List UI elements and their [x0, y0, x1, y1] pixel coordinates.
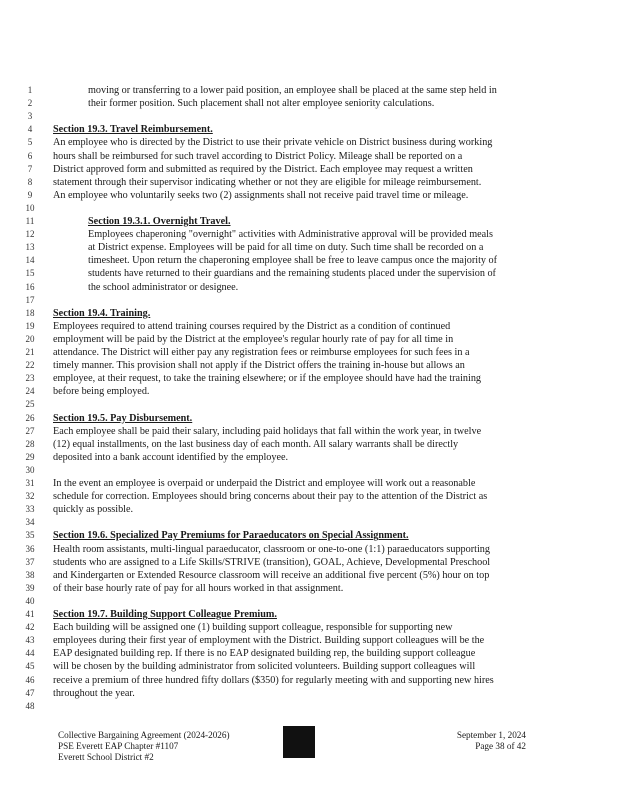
line-number: 48 [25, 700, 35, 711]
text-line [0, 674, 618, 687]
line-number: 37 [25, 556, 35, 567]
text-line [0, 333, 618, 346]
line-text: An employee who voluntarily seeks two (2) assignments shall not receive paid travel time or mileage. [53, 189, 469, 201]
text-line [0, 202, 618, 215]
footer-right [457, 730, 526, 752]
text-line [0, 254, 618, 267]
line-number: 39 [25, 582, 35, 593]
footer-page-number: Page 38 of 42 [475, 741, 526, 751]
line-number: 20 [25, 333, 35, 344]
line-text: (12) equal installments, on the last business day of each month. All salary warrants shall be directly [53, 438, 459, 450]
text-line [0, 634, 618, 647]
line-number: 2 [27, 98, 33, 109]
line-text: In the event an employee is overpaid or underpaid the District and employee will work out a reasonable [53, 478, 476, 489]
line-number: 47 [25, 687, 35, 698]
text-line [0, 556, 618, 569]
line-number: 34 [25, 517, 35, 528]
text-line [0, 438, 618, 451]
section-heading: Section 19.3.1. Overnight Travel. [88, 216, 231, 227]
text-line [0, 425, 618, 438]
line-text: employee, at their request, to take the training elsewhere; or if the employee should have had the training [53, 373, 482, 385]
text-line [0, 110, 618, 123]
line-number: 3 [27, 111, 33, 122]
line-text: will be chosen by the building administrator from solicited volunteers. Building support colleagues will [53, 661, 476, 673]
line-number: 23 [25, 373, 35, 384]
text-line [0, 228, 618, 241]
text-line [0, 320, 618, 333]
line-number: 26 [25, 412, 35, 423]
line-number: 10 [25, 202, 35, 213]
text-line [0, 451, 618, 464]
line-number: 41 [25, 609, 35, 619]
line-number: 13 [25, 242, 35, 253]
text-line [0, 569, 618, 582]
line-text: An employee who is directed by the District to use their private vehicle on District business during working [53, 137, 493, 149]
line-number: 25 [25, 399, 35, 410]
footer-agreement-title: Collective Bargaining Agreement (2024-2026) [58, 730, 230, 740]
line-number: 43 [25, 635, 35, 646]
text-line [0, 163, 618, 176]
line-text: employees during their first year of employment with the District. Building support colleagues will be the [53, 635, 485, 647]
line-number: 27 [25, 425, 35, 436]
text-line [0, 176, 618, 189]
section-heading: Section 19.7. Building Support Colleague Premium. [53, 609, 277, 620]
line-number: 31 [25, 478, 35, 488]
line-text: attendance. The District will either pay any registration fees or reimburse employees for such fees in a [53, 347, 470, 358]
line-number: 14 [25, 255, 35, 266]
line-number: 1 [27, 85, 33, 95]
line-text: EAP designated building rep. If there is no EAP designated building rep, the building support colleague [53, 648, 476, 660]
line-text: schedule for correction. Employees should bring concerns about their pay to the attention of the District as [53, 491, 488, 503]
text-line [0, 621, 618, 634]
line-text: the school administrator or designee. [88, 281, 239, 293]
text-line [0, 241, 618, 254]
line-number: 30 [25, 464, 35, 475]
text-line [0, 543, 618, 556]
line-text: throughout the year. [53, 687, 135, 699]
text-line [0, 503, 618, 516]
line-text: deposited into a bank account identified by the employee. [53, 451, 289, 463]
text-line [0, 595, 618, 608]
text-line [0, 700, 618, 713]
line-number: 6 [27, 150, 33, 161]
line-text: and Kindergarten or Extended Resource classroom will receive an additional five percent (5%) hour on top [53, 569, 490, 581]
line-text: District approved form and submitted as required by the District. Each employee may request a written [53, 163, 473, 175]
footer-date: September 1, 2024 [456, 730, 526, 740]
text-line [0, 97, 618, 110]
line-number: 22 [25, 360, 35, 371]
line-number: 42 [25, 622, 35, 633]
text-line [0, 687, 618, 700]
line-number: 35 [25, 530, 35, 541]
section-heading: Section 19.3. Travel Reimbursement. [53, 124, 213, 136]
text-line [0, 385, 618, 398]
line-text: before being employed. [53, 386, 150, 398]
text-line [0, 281, 618, 294]
line-number: 16 [25, 281, 35, 292]
line-number: 32 [25, 491, 35, 502]
text-line [0, 477, 618, 490]
line-number: 11 [25, 216, 35, 226]
line-number: 17 [25, 294, 35, 305]
text-line [0, 412, 618, 425]
footer-left [58, 730, 230, 763]
text-line [0, 294, 618, 307]
text-line [0, 123, 618, 136]
line-text: students who are assigned to a Life Skills/STRIVE (transition), GOAL, Achieve, Developmental Preschool [53, 556, 491, 568]
line-number: 40 [25, 595, 35, 606]
text-line [0, 398, 618, 411]
text-line [0, 647, 618, 660]
line-number: 9 [27, 189, 33, 200]
line-number: 15 [25, 268, 35, 279]
line-text: hours shall be reimbursed for such travel according to District Policy. Mileage shall be reported on a [53, 150, 463, 162]
line-number: 24 [25, 386, 35, 397]
line-text: quickly as possible. [53, 504, 134, 516]
line-text: at District expense. Employees will be paid for all time on duty. Such time shall be recorded on a [88, 242, 484, 254]
line-number: 38 [25, 569, 35, 580]
text-line [0, 215, 618, 228]
text-line [0, 516, 618, 529]
line-number: 46 [25, 674, 35, 685]
black-stamp-mark [283, 726, 315, 758]
line-number: 28 [25, 438, 35, 449]
line-number: 36 [25, 543, 35, 554]
line-number: 7 [27, 163, 33, 174]
text-line [0, 529, 618, 542]
footer-district: Everett School District #2 [58, 752, 154, 762]
text-line [0, 84, 618, 97]
text-line [0, 464, 618, 477]
line-text: Employees chaperoning "overnight" activities with Administrative approval will be provided meals [88, 229, 493, 241]
line-number: 4 [27, 124, 33, 135]
line-text: Each employee shall be paid their salary, including paid holidays that fall within the work year, in twelve [53, 425, 482, 437]
footer-chapter: PSE Everett EAP Chapter #1107 [58, 741, 179, 751]
line-text: moving or transferring to a lower paid position, an employee shall be placed at the same step held in [88, 85, 497, 96]
line-number: 44 [25, 648, 35, 659]
text-line [0, 307, 618, 320]
text-line [0, 189, 618, 202]
line-text: employment will be paid by the District at the employee's regular hourly rate of pay for all time in [53, 333, 454, 345]
line-text: their former position. Such placement shall not alter employee seniority calculations. [88, 98, 435, 110]
line-text: of their base hourly rate of pay for all hours worked in that assignment. [53, 582, 344, 594]
text-line [0, 372, 618, 385]
line-number: 29 [25, 451, 35, 462]
text-line [0, 582, 618, 595]
line-text: Health room assistants, multi-lingual paraeducator, classroom or one-to-one (1:1) paraeducators supporting [53, 543, 490, 555]
section-heading: Section 19.4. Training. [53, 307, 151, 319]
line-number: 45 [25, 661, 35, 672]
line-text: Each building will be assigned one (1) building support colleague, responsible for supporting new [53, 622, 453, 634]
line-number: 5 [27, 137, 33, 148]
line-text: statement through their supervisor indicating whether or not they are eligible for mileage reimbursement. [53, 176, 482, 188]
text-line [0, 267, 618, 280]
text-line [0, 359, 618, 372]
line-text: Employees required to attend training courses required by the District as a condition of continued [53, 320, 451, 332]
line-text: timesheet. Upon return the chaperoning employee shall be free to leave campus once the majority of [88, 255, 498, 267]
section-heading: Section 19.6. Specialized Pay Premiums for Paraeducators on Special Assignment. [53, 530, 409, 542]
text-line [0, 346, 618, 359]
line-number: 18 [25, 307, 35, 318]
line-number: 33 [25, 504, 35, 515]
line-text: timely manner. This provision shall not apply if the District offers the training in-house but allows an [53, 360, 465, 372]
line-number: 12 [25, 229, 35, 240]
text-line [0, 150, 618, 163]
line-number: 21 [25, 347, 35, 357]
text-line [0, 490, 618, 503]
line-number: 8 [27, 176, 33, 187]
line-text: receive a premium of three hundred fifty dollars ($350) for regularly meeting with and supporting new hires [53, 674, 494, 686]
text-line [0, 608, 618, 621]
line-text: students have returned to their guardians and the remaining students placed under the supervision of [88, 268, 496, 280]
text-line [0, 660, 618, 673]
line-number: 19 [25, 320, 35, 331]
section-heading: Section 19.5. Pay Disbursement. [53, 412, 193, 424]
text-line [0, 136, 618, 149]
